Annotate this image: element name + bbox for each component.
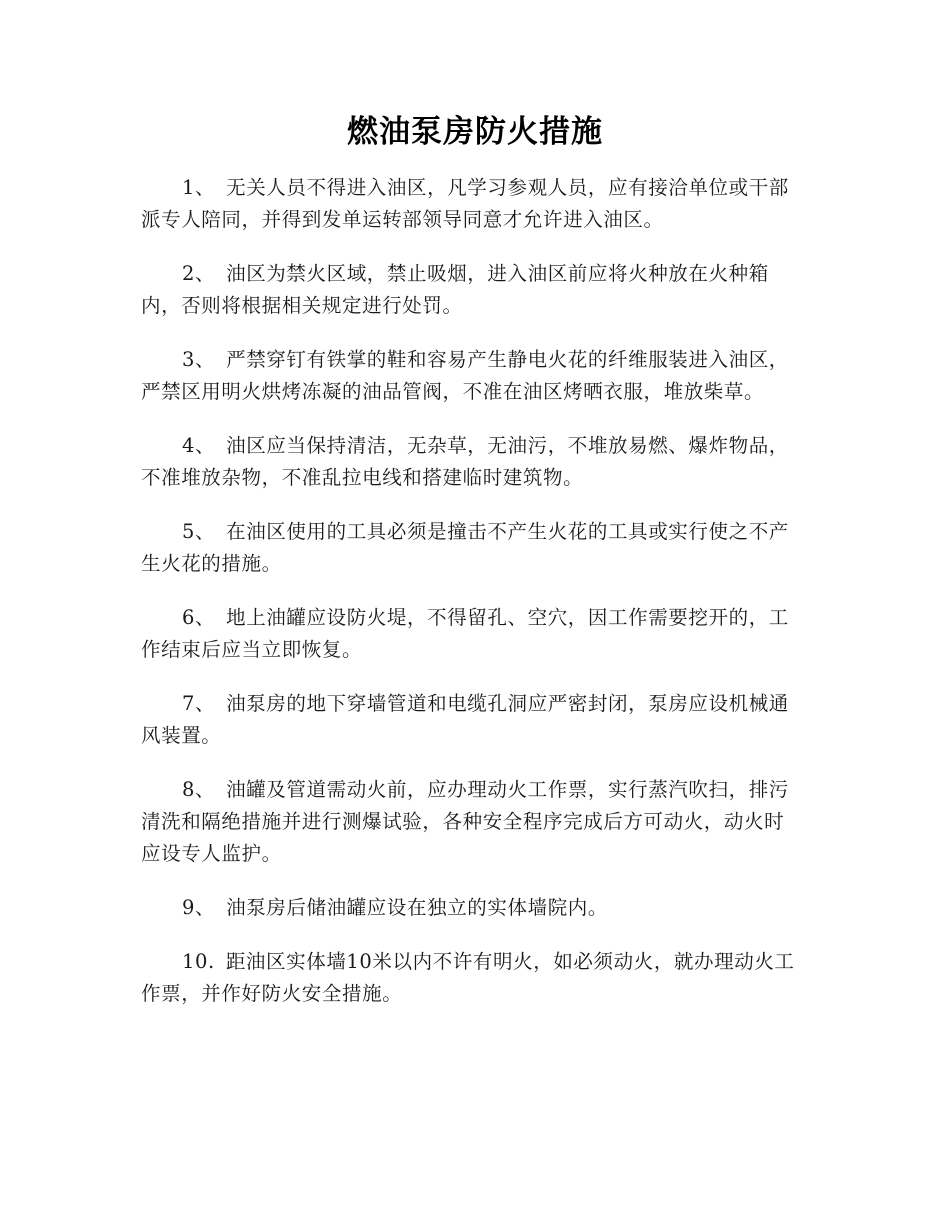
- item-text: 油泵房后储油罐应设在独立的实体墙院内。: [226, 896, 609, 919]
- item-text: 油区应当保持清洁，无杂草，无油污，不堆放易燃、爆炸物品，不准堆放杂物，不准乱拉电线和搭建临时建筑物。: [141, 434, 789, 489]
- list-item: [141, 946, 797, 1010]
- item-text: 油罐及管道需动火前，应办理动火工作票，实行蒸汽吹扫，排污清洗和隔绝措施并进行测爆试验，各种安全程序完成后方可动火，动火时应设专人监护。: [141, 778, 789, 865]
- item-number: 4、: [182, 434, 216, 457]
- list-item: [141, 602, 797, 666]
- list-item: [141, 344, 797, 408]
- item-number: 1、: [182, 176, 216, 199]
- list-item: [141, 258, 797, 322]
- item-number: 6、: [182, 606, 216, 629]
- list-item: [141, 172, 797, 236]
- item-number: 8、: [182, 778, 216, 801]
- item-text: 距油区实体墙10米以内不许有明火，如必须动火，就办理动火工作票，并作好防火安全措施。: [141, 950, 795, 1005]
- item-text: 油区为禁火区域，禁止吸烟，进入油区前应将火种放在火种箱内，否则将根据相关规定进行处罚。: [141, 262, 769, 317]
- item-text: 地上油罐应设防火堤，不得留孔、空穴，因工作需要挖开的，工作结束后应当立即恢复。: [141, 606, 789, 661]
- item-number: 2、: [182, 262, 216, 285]
- list-item: [141, 892, 797, 924]
- item-text: 严禁穿钉有铁掌的鞋和容易产生静电火花的纤维服装进入油区，严禁区用明火烘烤冻凝的油品管阀，不准在油区烤晒衣服，堆放柴草。: [141, 348, 789, 403]
- item-number: 10.: [182, 950, 215, 973]
- item-number: 3、: [182, 348, 216, 371]
- list-item: [141, 516, 797, 580]
- document-body: [141, 172, 797, 1032]
- item-text: 无关人员不得进入油区，凡学习参观人员，应有接洽单位或干部派专人陪同，并得到发单运转部领导同意才允许进入油区。: [141, 176, 789, 231]
- item-text: 油泵房的地下穿墙管道和电缆孔洞应严密封闭，泵房应设机械通风装置。: [141, 692, 789, 747]
- item-text: 在油区使用的工具必须是撞击不产生火花的工具或实行使之不产生火花的措施。: [141, 520, 789, 575]
- item-number: 7、: [182, 692, 216, 715]
- document-title: 燃油泵房防火措施: [347, 114, 603, 150]
- item-number: 9、: [182, 896, 216, 919]
- list-item: [141, 774, 797, 870]
- list-item: [141, 430, 797, 494]
- item-number: 5、: [182, 520, 216, 543]
- list-item: [141, 688, 797, 752]
